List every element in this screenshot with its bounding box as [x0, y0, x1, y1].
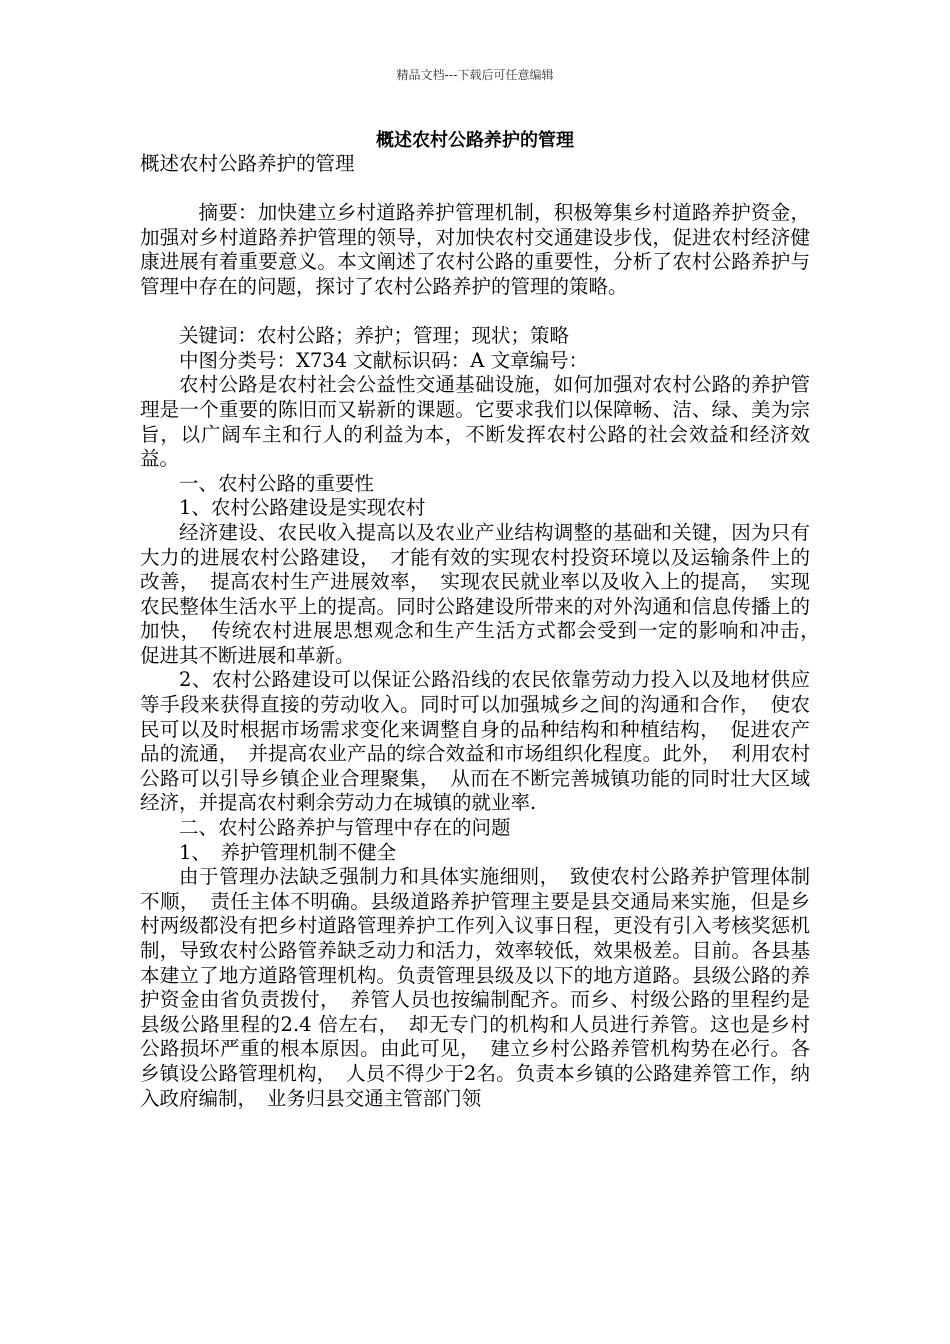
section-heading-2: 二、农村公路养护与管理中存在的问题: [179, 816, 511, 840]
paragraph-1-1: 经济建设、农民收入提高以及农业产业结构调整的基础和关键，因为只有大力的进展农村公路建设， 才能有效的实现农村投资环境以及运输条件上的改善， 提高农村生产进展效率， 实现农民就业率以及收入上的提高， 实现农民整体生活水平上的提高。同时公路建设所带来的对外沟通和信息传播上的加快， 传统农村进展思想观念和生产生活方式都会受到一定的影响和冲击， 促进其不断进展和革新。: [140, 520, 830, 667]
subsection-heading-1-1: 1、农村公路建设是实现农村: [179, 496, 426, 520]
spacer: [140, 300, 810, 325]
subsection-heading-2-1: 1、 养护管理机制不健全: [179, 840, 397, 864]
document-body: [140, 152, 830, 1111]
paragraph-1-2: 2、农村公路建设可以保证公路沿线的农民依靠劳动力投入以及地材供应等手段来获得直接的劳动收入。同时可以加强城乡之间的沟通和合作， 使农民可以及时根据市场需求变化来调整自身的品种结构和种植结构， 促进农产品的流通， 并提高农业产品的综合效益和市场组织化程度。此外， 利用农村公路可以引导乡镇企业合理聚集， 从而在不断完善城镇功能的同时壮大区域经济，并提高农村剩余劳动力在城镇的就业率.: [140, 668, 810, 815]
section-heading-1: 一、农村公路的重要性: [179, 471, 375, 495]
paragraph-2-1: 由于管理办法缺乏强制力和具体实施细则， 致使农村公路养护管理体制不顺， 责任主体不明确。县级道路养护管理主要是县交通局来实施，但是乡村两级都没有把乡村道路管理养护工作列入议事日程，更没有引入考核奖惩机制，导致农村公路管养缺乏动力和活力，效率较低，效果极差。目前。各县基本建立了地方道路管理机构。负责管理县级及以下的地方道路。县级公路的养护资金由省负责拨付， 养管人员也按编制配齐。而乡、村级公路的里程约是县级公路里程的2.4 倍左右， 却无专门的机构和人员进行养管。这也是乡村公路损坏严重的根本原因。由此可见， 建立乡村公路养管机构势在必行。各乡镇设公路管理机构， 人员不得少于2名。负责本乡镇的公路建养管工作，纳入政府编制， 业务归县交通主管部门领: [140, 865, 810, 1110]
keywords-line: 关键词：农村公路；养护；管理；现状；策略: [179, 324, 570, 348]
abstract-paragraph: 摘要：加快建立乡村道路养护管理机制，积极筹集乡村道路养护资金，加强对乡村道路养护管理的领导，对加快农村交通建设步伐，促进农村经济健康进展有着重要意义。本文阐述了农村公路的重要性，分析了农村公路养护与管理中存在的问题，探讨了农村公路养护的管理的策略。: [140, 201, 810, 298]
spacer: [140, 177, 810, 202]
classification-line: 中图分类号：X734 文献标识码：A 文章编号：: [179, 348, 589, 372]
intro-paragraph: 农村公路是农村社会公益性交通基础设施，如何加强对农村公路的养护管理是一个重要的陈旧而又崭新的课题。它要求我们以保障畅、洁、绿、美为宗旨，以广阔车主和行人的利益为本，不断发挥农村公路的社会效益和经济效益。: [140, 373, 810, 471]
document-title: 概述农村公路养护的管理: [376, 130, 574, 151]
subtitle: 概述农村公路养护的管理: [140, 152, 355, 175]
page-header: 精品文档---下载后可任意编辑: [396, 68, 554, 82]
